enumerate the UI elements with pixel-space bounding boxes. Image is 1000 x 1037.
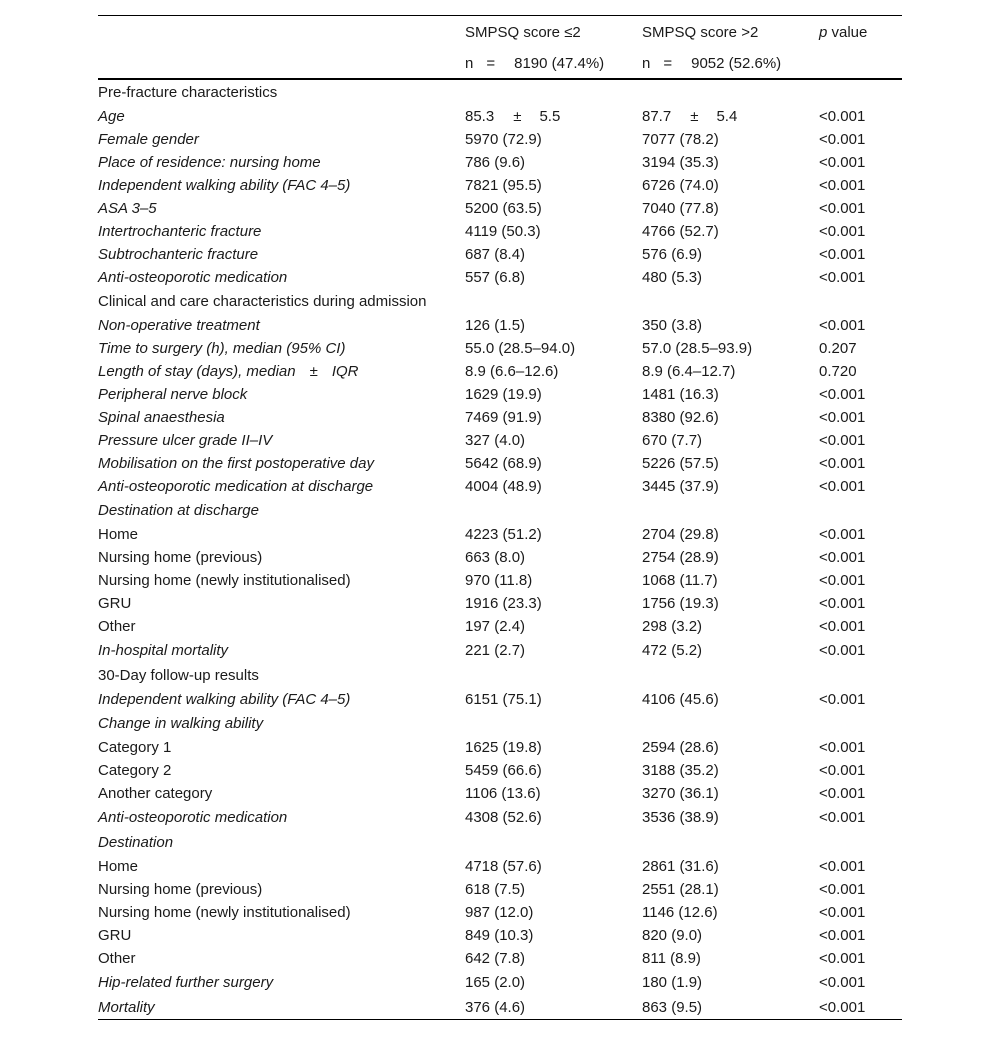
table-row-dd-gru: GRU 1916 (23.3) 1756 (19.3) <0.001 <box>98 595 866 612</box>
table-row-antiop: Anti-osteoporotic medication 557 (6.8) 480 (5.3) <0.001 <box>98 269 866 286</box>
table-row-dd-nh-prev: Nursing home (previous) 663 (8.0) 2754 (28.9) <0.001 <box>98 549 866 566</box>
table-row-dd-nh-new: Nursing home (newly institutionalised) 970 (11.8) 1068 (11.7) <0.001 <box>98 572 866 589</box>
table-row-female: Female gender 5970 (72.9) 7077 (78.2) <0.001 <box>98 131 866 148</box>
table-row-destination-discharge: Destination at discharge <box>98 502 259 519</box>
table-row-inhosp-mortality: In-hospital mortality 221 (2.7) 472 (5.2) <0.001 <box>98 642 866 659</box>
header-n-row <box>98 48 902 79</box>
table-row-mobil: Mobilisation on the first postoperative day 5642 (68.9) 5226 (57.5) <0.001 <box>98 455 866 472</box>
table-row-dd-home: Home 4223 (51.2) 2704 (29.8) <0.001 <box>98 526 866 543</box>
header-col1: SMPSQ score ≤2 <box>465 23 581 41</box>
table-row-timesurg: Time to surgery (h), median (95% CI) 55.0 (28.5–94.0) 57.0 (28.5–93.9) 0.207 <box>98 340 857 357</box>
table-row-nerve: Peripheral nerve block 1629 (19.9) 1481 (16.3) <0.001 <box>98 386 866 403</box>
table-row-antiop-discharge: Anti-osteoporotic medication at discharge 4004 (48.9) 3445 (37.9) <0.001 <box>98 478 866 495</box>
table-row-dd-other: Other 197 (2.4) 298 (3.2) <0.001 <box>98 618 866 635</box>
table-row-subtroch: Subtrochanteric fracture 687 (8.4) 576 (6.9) <0.001 <box>98 246 866 263</box>
header-col2-n: n = 9052 (52.6%) <box>642 48 819 79</box>
table-row-change-walking: Change in walking ability <box>98 715 264 732</box>
results-table <box>98 15 902 1020</box>
table-row-d-other: Other 642 (7.8) 811 (8.9) <0.001 <box>98 950 866 967</box>
header-col2: SMPSQ score >2 <box>642 23 759 41</box>
table-row-fu-walking: Independent walking ability (FAC 4–5) 6151 (75.1) 4106 (45.6) <0.001 <box>98 691 866 708</box>
table-row-d-gru: GRU 849 (10.3) 820 (9.0) <0.001 <box>98 927 866 944</box>
section-header-followup: 30-Day follow-up results <box>98 667 259 684</box>
section-header-clinical: Clinical and care characteristics during admission <box>98 293 427 310</box>
table-row-spinal: Spinal anaesthesia 7469 (91.9) 8380 (92.6) <0.001 <box>98 409 866 426</box>
table-row-los: Length of stay (days), median ± IQR 8.9 (6.6–12.6) 8.9 (6.4–12.7) 0.720 <box>98 363 857 380</box>
table-row-d-nh-prev: Nursing home (previous) 618 (7.5) 2551 (28.1) <0.001 <box>98 881 866 898</box>
section-header-pre: Pre-fracture characteristics <box>98 84 278 101</box>
table-row-cat2: Category 2 5459 (66.6) 3188 (35.2) <0.001 <box>98 762 866 779</box>
table-row-ulcer: Pressure ulcer grade II–IV 327 (4.0) 670 (7.7) <0.001 <box>98 432 866 449</box>
table-row-nonop: Non-operative treatment 126 (1.5) 350 (3.8) <0.001 <box>98 317 866 334</box>
table-row-hip-surgery: Hip-related further surgery 165 (2.0) 180 (1.9) <0.001 <box>98 974 866 991</box>
table-row-cat1: Category 1 1625 (19.8) 2594 (28.6) <0.001 <box>98 739 866 756</box>
table-row-asa: ASA 3–5 5200 (63.5) 7040 (77.8) <0.001 <box>98 200 866 217</box>
header-col1-n: n = 8190 (47.4%) <box>465 48 642 79</box>
table-row-fu-antiop: Anti-osteoporotic medication 4308 (52.6) 3536 (38.9) <0.001 <box>98 809 866 826</box>
table-row-walking: Independent walking ability (FAC 4–5) 7821 (95.5) 6726 (74.0) <0.001 <box>98 177 866 194</box>
table-row-residence: Place of residence: nursing home 786 (9.6) 3194 (35.3) <0.001 <box>98 154 866 171</box>
table-row-d-home: Home 4718 (57.6) 2861 (31.6) <0.001 <box>98 858 866 875</box>
table-row-d-nh-new: Nursing home (newly institutionalised) 987 (12.0) 1146 (12.6) <0.001 <box>98 904 866 921</box>
table-row-destination: Destination <box>98 834 174 851</box>
table-row-cat-other: Another category 1106 (13.6) 3270 (36.1) <0.001 <box>98 785 866 802</box>
header-pvalue: p value <box>819 23 868 41</box>
table-row-intertroch: Intertrochanteric fracture 4119 (50.3) 4766 (52.7) <0.001 <box>98 223 866 240</box>
table-row-mortality: Mortality 376 (4.6) 863 (9.5) <0.001 <box>98 995 902 1020</box>
table-row-age: Age 85.3 ± 5.5 87.7 ± 5.4 <0.001 <box>98 108 866 125</box>
header-row <box>98 16 902 48</box>
